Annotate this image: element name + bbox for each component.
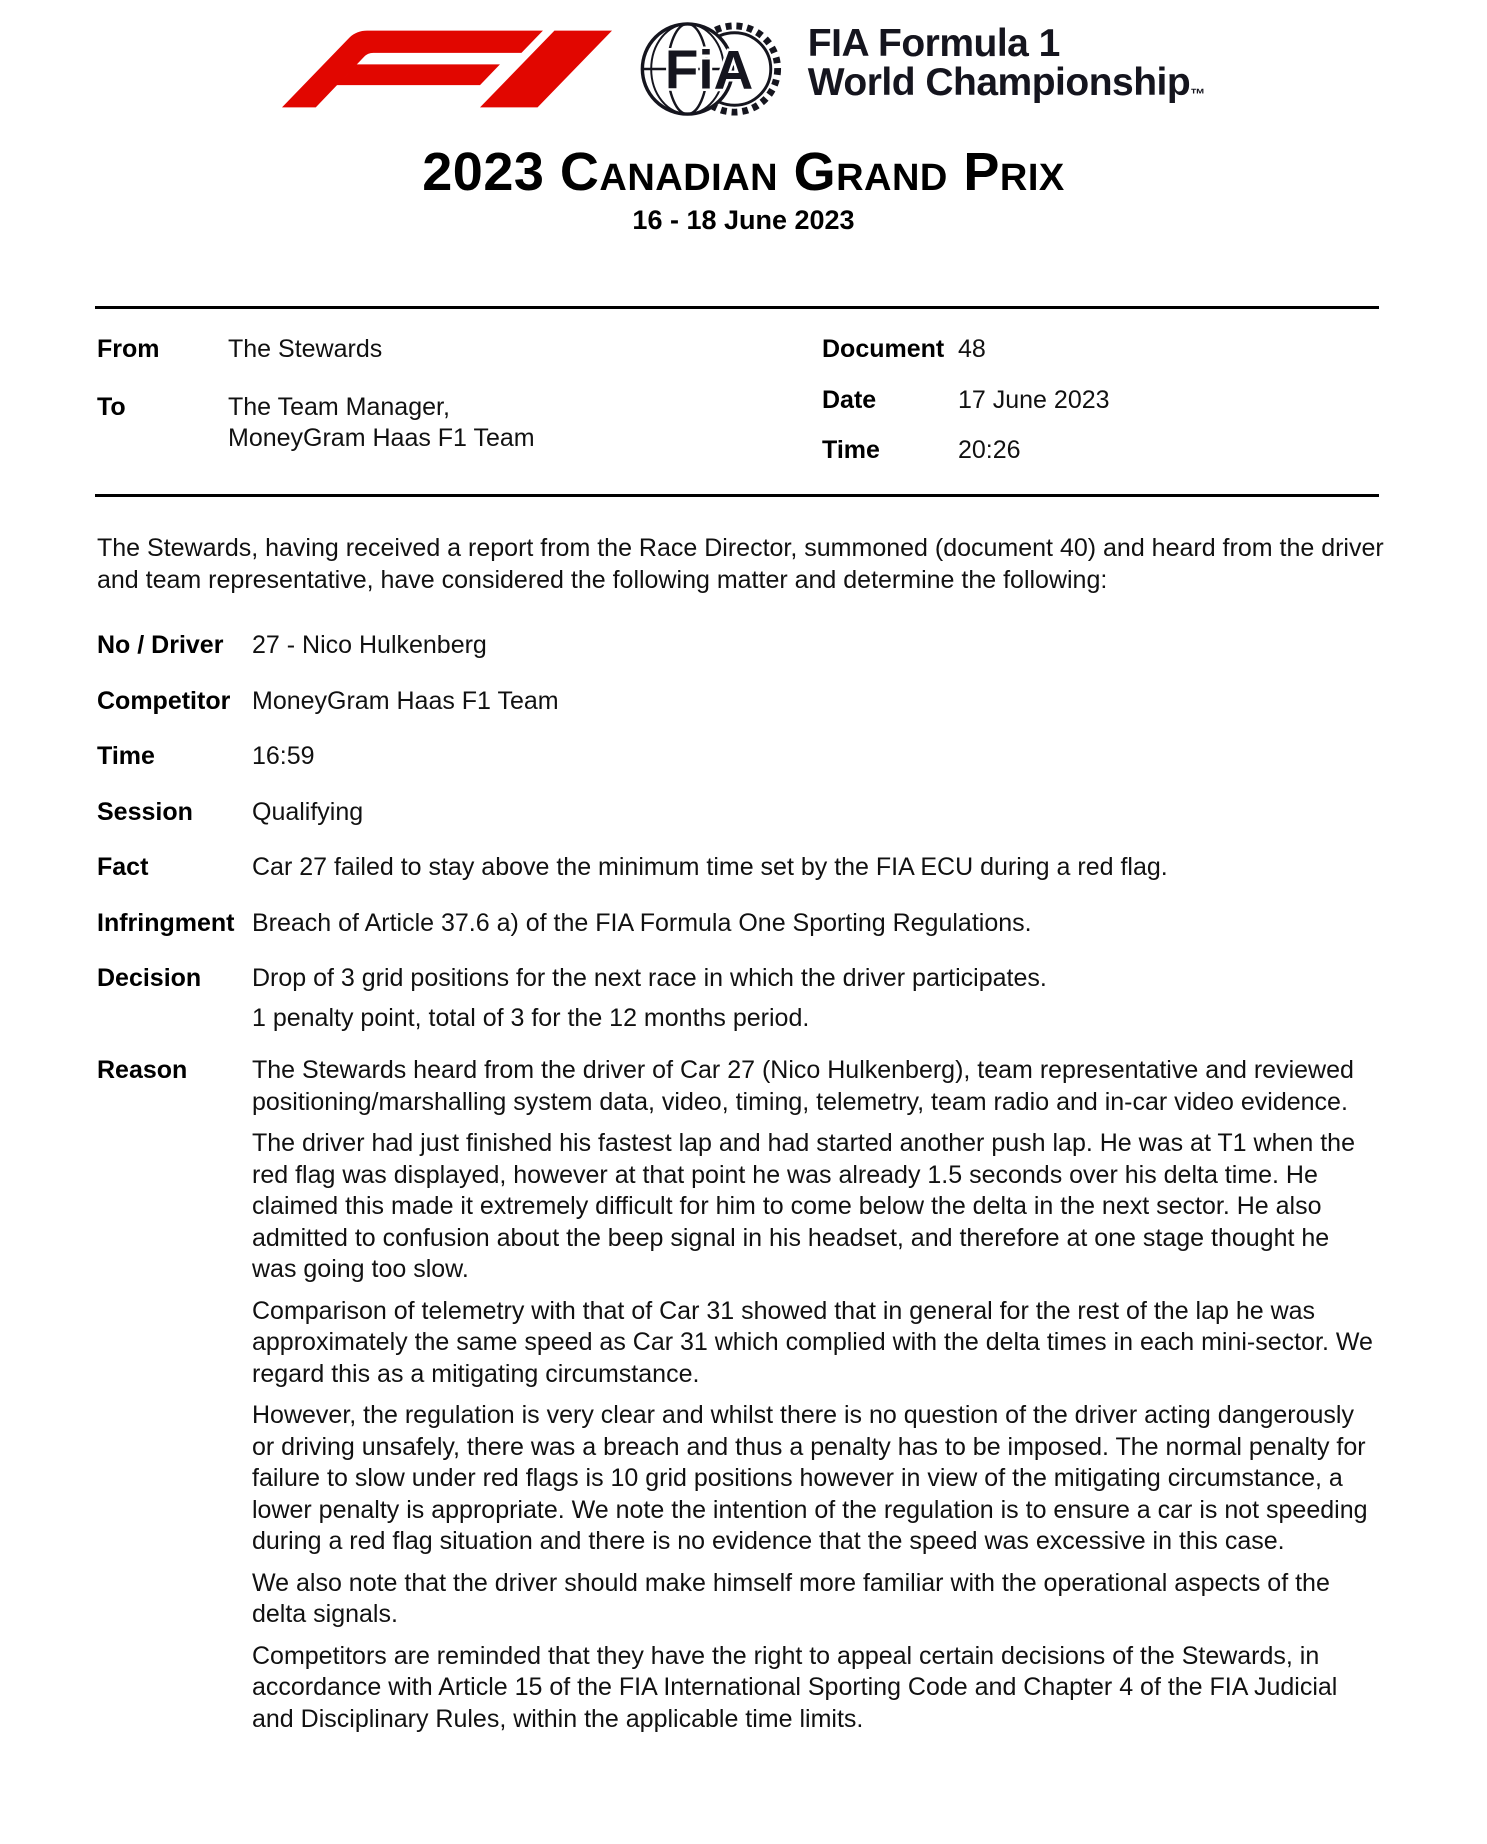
no-driver-label: No / Driver (97, 631, 224, 659)
fia-globe-gear-icon (630, 20, 790, 118)
meta-left (97, 334, 1390, 455)
from-label: From (97, 335, 160, 363)
field-row-reason (97, 1055, 1390, 1735)
fia-monogram: FiA (664, 38, 754, 101)
to-value (228, 392, 535, 455)
field-row-time (97, 741, 1390, 773)
reason-paragraph-5: We also note that the driver should make himself more familiar with the operational aspects of the delta signals. (252, 1568, 1330, 1628)
brand-wordmark (808, 24, 1205, 114)
field-row-competitor (97, 686, 1390, 718)
reason-paragraph-3: Comparison of telemetry with that of Car 31 showed that in general for the rest of the lap he was approximately the same speed as Car 31 which complied with the delta times in each mini-sector. We regard this as a mitigating circumstance. (252, 1296, 1373, 1388)
reason-paragraph-4: However, the regulation is very clear and whilst there is no question of the driver acting dangerously or driving unsafely, there was a breach and thus a penalty has to be imposed. The normal penalty for failure to slow under red flags is 10 grid positions however in view of the mitigating circumstance, a lower penalty is appropriate. We note the intention of the regulation is to ensure a car is not speeding during a red flag situation and there is no evidence that the speed was excessive in this case. (252, 1401, 1368, 1555)
competitor-value: MoneyGram Haas F1 Team (252, 686, 559, 715)
meta-row-from (97, 334, 1390, 366)
event-dates: 16 - 18 June 2023 (632, 205, 855, 235)
field-row-fact (97, 852, 1390, 884)
document-value: 48 (958, 335, 986, 363)
fact-label: Fact (97, 853, 149, 881)
no-driver-value: 27 - Nico Hulkenberg (252, 631, 487, 659)
f1-logo-icon (282, 29, 612, 109)
date-value: 17 June 2023 (958, 385, 1110, 414)
meta-row-date (822, 385, 1110, 417)
reason-paragraph-2: The driver had just finished his fastest lap and had started another push lap. He was at T1 when the red flag was displayed, however at that point he was already 1.5 seconds over his delta time. He claimed this made it extremely difficult for him to come below the delta in the next sector. He also admitted to confusion about the beep signal in his headset, and therefore at one stage thought he was going too slow. (252, 1129, 1355, 1283)
reason-paragraphs (252, 1055, 1380, 1735)
meta-row-document (822, 334, 1110, 366)
field-row-no-driver (97, 630, 1390, 662)
session-time-value: 16:59 (252, 742, 315, 770)
field-row-session (97, 797, 1390, 829)
meta-row-time (822, 435, 1110, 467)
decision-label: Decision (97, 964, 202, 992)
competitor-label: Competitor (97, 686, 231, 715)
event-title: 2023 Canadian Grand Prix (422, 142, 1065, 202)
reason-paragraph-6: Competitors are reminded that they have the right to appeal certain decisions of the Stewards, in accordance with Article 15 of the FIA International Sporting Code and Chapter 4 of the FIA Judicial and Disciplinary Rules, within the applicable time limits. (252, 1641, 1338, 1733)
meta-table (97, 309, 1390, 494)
to-label: To (97, 392, 126, 421)
trademark-symbol: ™ (1190, 86, 1206, 103)
brand-line1: FIA Formula 1 (807, 22, 1060, 65)
intro-paragraph: The Stewards, having received a report from the Race Director, summoned (document 40) and heard from the driver and team representative, have considered the following matter and determine the following: (97, 534, 1384, 594)
meta-row-to (97, 392, 1390, 455)
to-value-line1: The Team Manager, (228, 392, 450, 421)
field-row-infringment (97, 908, 1390, 940)
session-label: Session (97, 797, 193, 826)
decision-value-line1: Drop of 3 grid positions for the next race in which the driver participates. (252, 964, 1047, 992)
meta-right (822, 334, 1110, 486)
field-row-decision (97, 963, 1390, 1034)
time-value: 20:26 (958, 436, 1021, 464)
to-value-line2: MoneyGram Haas F1 Team (228, 424, 535, 452)
brand-header (97, 0, 1390, 118)
date-label: Date (822, 385, 877, 414)
divider-bottom (95, 494, 1379, 497)
decision-fields (97, 630, 1390, 1735)
brand-line2: World Championship™ (807, 61, 1206, 104)
decision-value-line2: 1 penalty point, total of 3 for the 12 months period. (252, 1003, 810, 1032)
reason-label: Reason (97, 1056, 188, 1084)
infringment-label: Infringment (97, 908, 235, 937)
fact-value: Car 27 failed to stay above the minimum time set by the FIA ECU during a red flag. (252, 853, 1168, 881)
session-value: Qualifying (252, 797, 364, 826)
time-label: Time (822, 436, 880, 464)
reason-paragraph-1: The Stewards heard from the driver of Car 27 (Nico Hulkenberg), team representative and reviewed positioning/marshalling system data, video, timing, telemetry, team radio and in-car video evidence. (252, 1056, 1354, 1116)
from-value: The Stewards (228, 335, 383, 363)
decision-value (252, 963, 1047, 1034)
infringment-value: Breach of Article 37.6 a) of the FIA Formula One Sporting Regulations. (252, 908, 1032, 937)
session-time-label: Time (97, 742, 155, 770)
document-label: Document (822, 335, 945, 363)
